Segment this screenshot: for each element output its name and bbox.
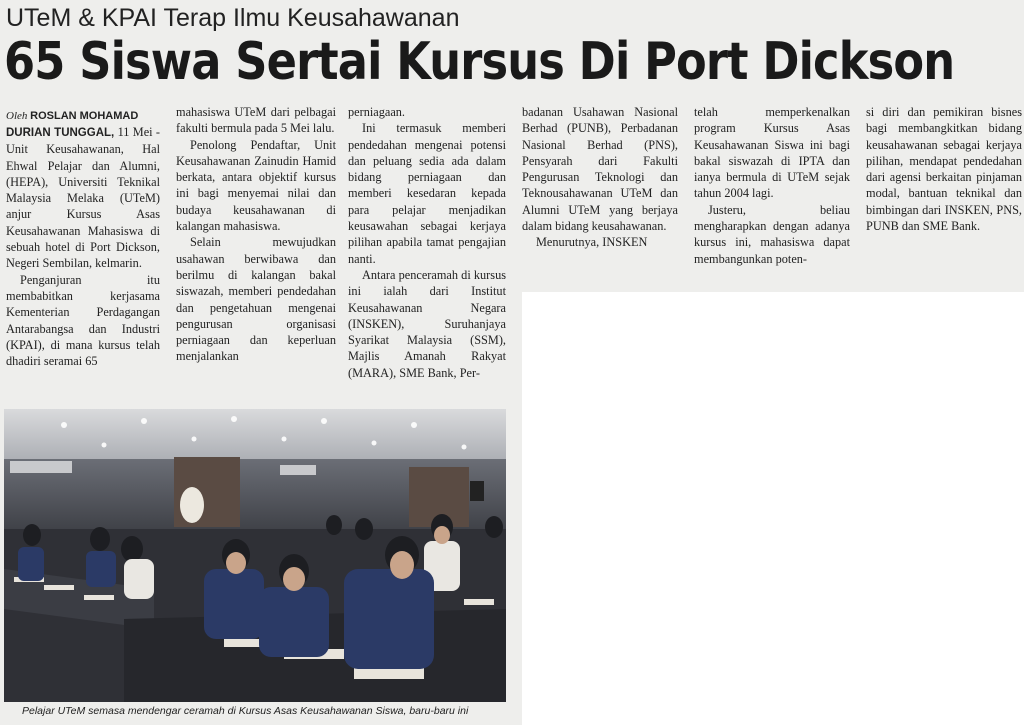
paragraph: telah memperkenalkan program Kursus Asas Keusahawanan Siswa ini bagi bakal siswazah di IPTA dan ianya bermula di UTeM sejak tahun 2004 lagi. xyxy=(694,105,850,201)
paragraph: Menurutnya, INSKEN xyxy=(536,235,648,250)
paragraph: perniagaan. xyxy=(348,105,406,119)
article-column-5 xyxy=(694,104,850,267)
byline xyxy=(6,110,138,122)
paragraph: mahasiswa UTeM dari pelbagai fakulti bermula pada 5 Mei lalu. xyxy=(176,105,336,136)
paragraph: Antara penceramah di kursus ini ialah dari Institut Keusahawanan Negara (INSKEN), Suruhanjaya Syarikat Malaysia (SSM), Majlis Amanah Rakyat (MARA), SME Bank, Per- xyxy=(348,267,506,380)
paragraph: Selain mewujudkan usahawan berwibawa dan berilmu di kalangan bakal siswazah, memberi pendedahan dan pengetahuan mengenai pengurusan organisasi perniagaan dan keperluan menjalankan xyxy=(176,235,336,364)
paragraph: si diri dan pemikiran bisnes bagi membangkitkan bidang keusahawanan sebagai kerjaya pilihan, mendapat pendedahan dari agensi berkaitan pinjaman modal, bantuan teknikal dan bimbingan dari INSKEN, PNS, PUNB dan SME Bank. xyxy=(866,105,1022,234)
dateline: DURIAN TUNGGAL, xyxy=(6,127,115,139)
photo-caption: Pelajar UTeM semasa mendengar ceramah di Kursus Asas Keusahawanan Siswa, baru-baru ini xyxy=(22,705,469,717)
paragraph: Penolong Pendaftar, Unit Keusahawanan Zainudin Hamid berkata, antara objektif kursus ini bagi menyemai nilai dan budaya keusahawanan di kalangan mahasiswa. xyxy=(176,137,336,234)
paragraph: Justeru, beliau mengharapkan dengan adanya kursus ini, mahasiswa dapat membangunkan poten- xyxy=(694,202,850,266)
main-headline: 65 Siswa Sertai Kursus Di Port Dickson xyxy=(4,32,955,92)
kicker-headline: UTeM & KPAI Terap Ilmu Keusahawanan xyxy=(6,4,460,32)
paragraph: Ini termasuk memberi pendedahan mengenai potensi dan peluang sedia ada dalam bidang perniagaan dan memberi kesedaran kepada para pelajar menjadikan keusawahan sebagai kerjaya pilihan apabila tamat pengajian nanti. xyxy=(348,121,506,266)
article-column-1 xyxy=(6,124,160,369)
lead-paragraph xyxy=(6,124,160,272)
paragraph: badanan Usahawan Nasional Berhad (PUNB), Perbadanan Nasional Berhad (PNS), Pensyarah dari Fakulti Pengurusan Teknologi dan Teknousahawanan UTeM dan Alumni UTeM yang berjaya dalam bidang keusahawanan. xyxy=(522,105,678,234)
byline-prefix: Oleh xyxy=(6,110,28,122)
lead-text: 11 Mei - Unit Keusahawanan, Hal Ehwal Pelajar dan Alumni, (HEPA), Universiti Teknikal Malaysia Melaka (UTeM) anjur Kursus Asas Keusahawanan Mahasiswa di sebuah hotel di Port Dickson, Negeri Sembilan, kelmarin. xyxy=(6,125,160,271)
byline-author: ROSLAN MOHAMAD xyxy=(30,110,139,122)
article-column-6 xyxy=(866,104,1022,234)
article-column-4 xyxy=(522,104,678,251)
seminar-room-photo xyxy=(4,409,506,702)
article-photo xyxy=(4,409,506,702)
paragraph: Penganjuran itu membabitkan kerjasama Kementerian Perdagangan Antarabangsa dan Industri (KPAI), di mana kursus telah dhadiri seramai 65 xyxy=(6,272,160,369)
article-column-3 xyxy=(348,104,506,381)
article-column-2 xyxy=(176,104,336,365)
